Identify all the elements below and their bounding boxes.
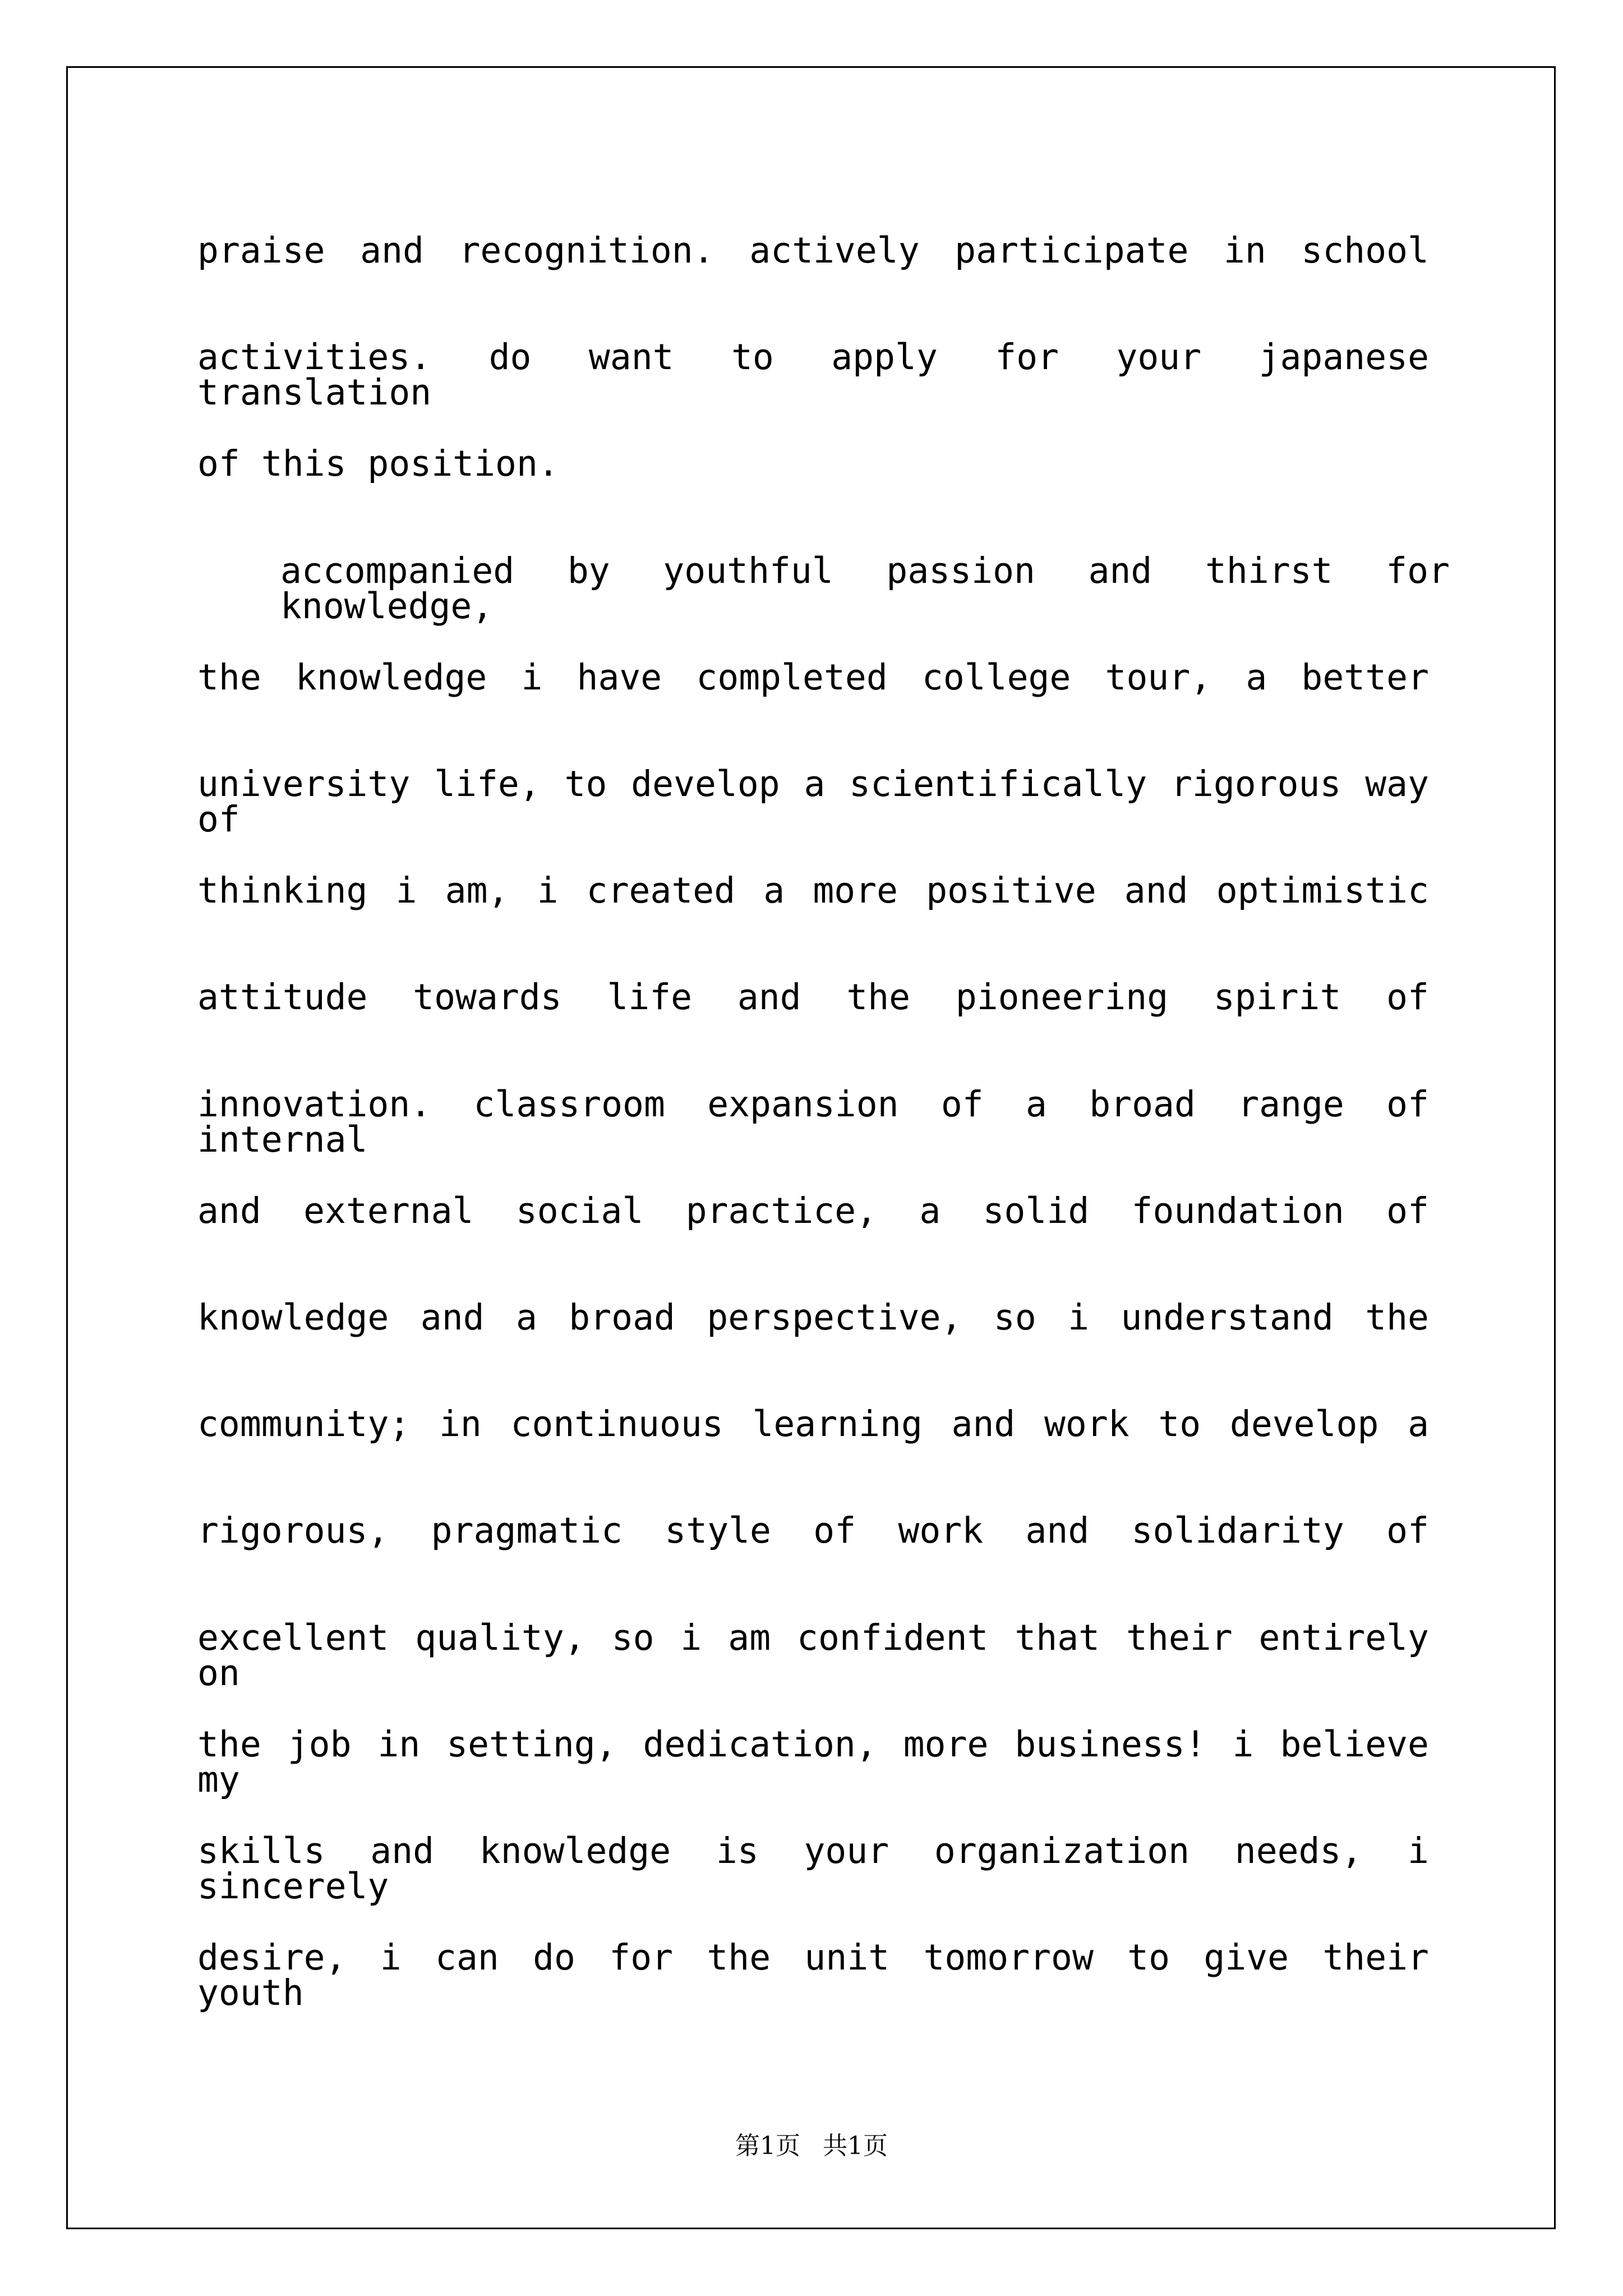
text-line: excellent quality, so i am confident that their entirely on xyxy=(197,1617,1429,1694)
text-line: rigorous, pragmatic style of work and solidarity of xyxy=(197,1510,1429,1551)
page-number: 第1页 xyxy=(735,2132,800,2160)
text-line: attitude towards life and the pioneering spirit of xyxy=(197,977,1429,1018)
page-total: 共1页 xyxy=(823,2132,888,2160)
text-line: university life, to develop a scientifically rigorous way of xyxy=(197,763,1429,840)
text-line: praise and recognition. actively participate in school xyxy=(197,230,1429,271)
text-line: knowledge and a broad perspective, so i understand the xyxy=(197,1297,1429,1338)
page-footer xyxy=(0,2134,1623,2159)
text-line: thinking i am, i created a more positive and optimistic xyxy=(197,870,1429,911)
text-line: the knowledge i have completed college tour, a better xyxy=(197,657,1429,698)
text-line: innovation. classroom expansion of a broad range of internal xyxy=(197,1084,1429,1160)
text-line: the job in setting, dedication, more business! i believe my xyxy=(197,1724,1429,1800)
text-line: desire, i can do for the unit tomorrow to give their youth xyxy=(197,1937,1429,2013)
text-line: skills and knowledge is your organization needs, i sincerely xyxy=(197,1830,1429,1907)
paragraph-first-line: accompanied by youthful passion and thirst for knowledge, xyxy=(280,550,1450,627)
text-line: and external social practice, a solid foundation of xyxy=(197,1190,1429,1231)
text-line: of this position. xyxy=(197,443,559,484)
text-line: activities. do want to apply for your japanese translation xyxy=(197,337,1429,413)
text-line: community; in continuous learning and work to develop a xyxy=(197,1404,1429,1444)
